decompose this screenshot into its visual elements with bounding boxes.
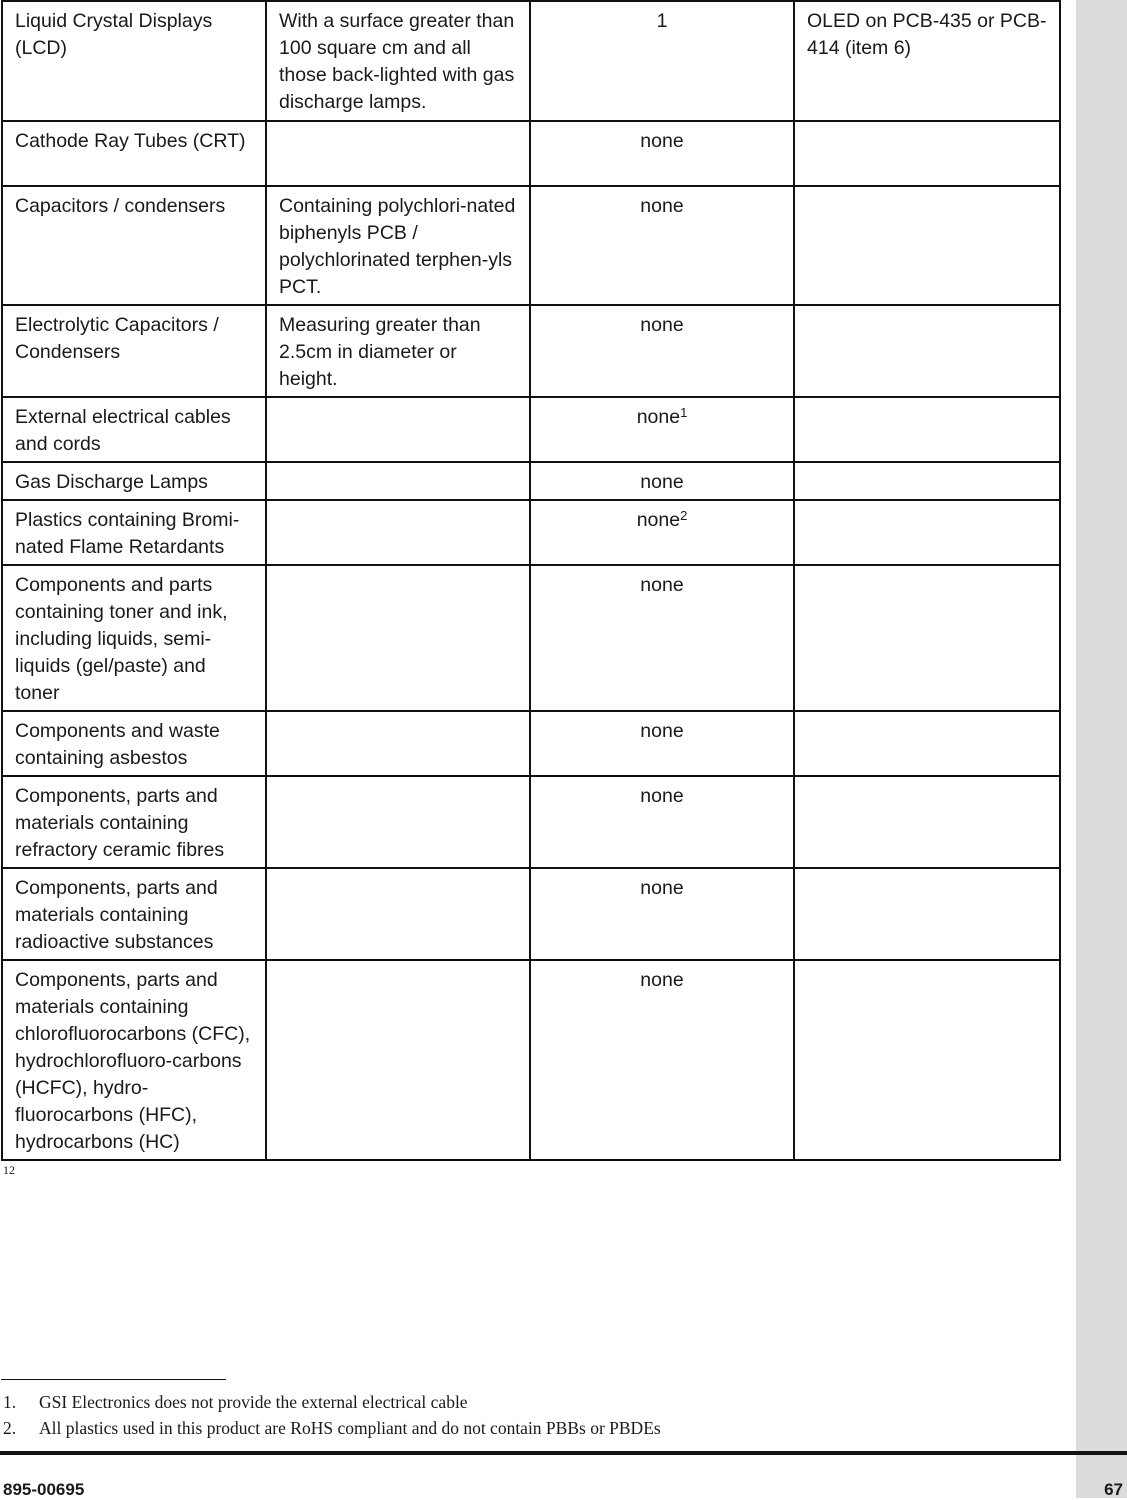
remarks-cell [794,121,1060,186]
condition-cell: Measuring greater than 2.5cm in diameter or height. [266,305,530,397]
quantity-cell [530,397,794,462]
component-cell: Cathode Ray Tubes (CRT) [2,121,266,186]
condition-cell [266,121,530,186]
quantity-cell [530,462,794,500]
quantity-cell [530,500,794,565]
condition-cell [266,868,530,960]
remarks-cell [794,711,1060,776]
quantity-value: none [636,406,681,428]
footnote-number: 1. [3,1392,17,1412]
quantity-cell [530,305,794,397]
page-side-strip [1076,0,1127,1498]
quantity-cell [530,565,794,711]
quantity-cell [530,960,794,1160]
condition-cell [266,711,530,776]
remarks-cell [794,776,1060,868]
remarks-cell: OLED on PCB-435 or PCB-414 (item 6) [794,1,1060,121]
condition-cell: With a surface greater than 100 square cm and all those back-lighted with gas discharge lamps. [266,1,530,121]
component-cell: Gas Discharge Lamps [2,462,266,500]
remarks-cell [794,397,1060,462]
footnote-1 [3,1392,468,1413]
footnote-text: GSI Electronics does not provide the external electrical cable [39,1392,468,1412]
quantity-cell [530,186,794,305]
condition-cell [266,776,530,868]
condition-cell [266,397,530,462]
quantity-cell [530,776,794,868]
footnote-divider [1,1379,226,1380]
table-row [2,960,1060,1160]
quantity-value: none [640,471,684,493]
condition-cell [266,500,530,565]
condition-cell [266,960,530,1160]
quantity-value: none [636,509,681,531]
remarks-cell [794,500,1060,565]
table-row [2,1,1060,121]
remarks-cell [794,186,1060,305]
component-cell: Components, parts and materials containing refractory ceramic fibres [2,776,266,868]
footnote-ref[interactable]: 1 [680,405,688,420]
component-cell: Plastics containing Bromi-nated Flame Retardants [2,500,266,565]
footnote-ref[interactable]: 2 [680,508,688,523]
condition-cell [266,462,530,500]
table-row [2,565,1060,711]
quantity-value: none [640,720,684,742]
table-row [2,868,1060,960]
component-cell: Components and waste containing asbestos [2,711,266,776]
footnote-text: All plastics used in this product are RoHS compliant and do not contain PBBs or PBDEs [39,1418,661,1438]
component-cell: Capacitors / condensers [2,186,266,305]
remarks-cell [794,565,1060,711]
quantity-value: none [640,574,684,596]
document-number: 895-00695 [3,1480,85,1499]
footer-divider [0,1451,1127,1455]
quantity-value: none [640,130,684,152]
table-row [2,121,1060,186]
component-cell: Components, parts and materials containing radioactive substances [2,868,266,960]
component-cell: Liquid Crystal Displays (LCD) [2,1,266,121]
remarks-cell [794,305,1060,397]
table-row [2,711,1060,776]
table-row [2,186,1060,305]
quantity-value: none [640,877,684,899]
remarks-cell [794,868,1060,960]
remarks-cell [794,462,1060,500]
quantity-cell [530,1,794,121]
quantity-cell [530,711,794,776]
footnote-number: 2. [3,1418,17,1438]
quantity-value: 1 [656,10,668,32]
table-row [2,305,1060,397]
footnote-2 [3,1418,661,1439]
component-cell: External electrical cables and cords [2,397,266,462]
quantity-value: none [640,314,684,336]
quantity-value: none [640,785,684,807]
condition-cell: Containing polychlori-nated biphenyls PCB / polychlorinated terphen-yls PCT. [266,186,530,305]
quantity-cell [530,121,794,186]
quantity-value: none [640,969,684,991]
remarks-cell [794,960,1060,1160]
page-number: 67 [1104,1480,1123,1499]
footnote-ref-marker: 12 [3,1163,15,1177]
quantity-cell [530,868,794,960]
component-cell: Electrolytic Capacitors / Condensers [2,305,266,397]
quantity-value: none [640,195,684,217]
table-row [2,462,1060,500]
table-row [2,776,1060,868]
component-cell: Components, parts and materials containing chlorofluorocarbons (CFC), hydrochlorofluoro-carbons (HCFC), hydro-fluorocarbons (HFC), hydrocarbons (HC) [2,960,266,1160]
condition-cell [266,565,530,711]
components-table [1,0,1061,1161]
component-cell: Components and parts containing toner and ink, including liquids, semi-liquids (gel/paste) and toner [2,565,266,711]
table-row [2,500,1060,565]
table-row [2,397,1060,462]
